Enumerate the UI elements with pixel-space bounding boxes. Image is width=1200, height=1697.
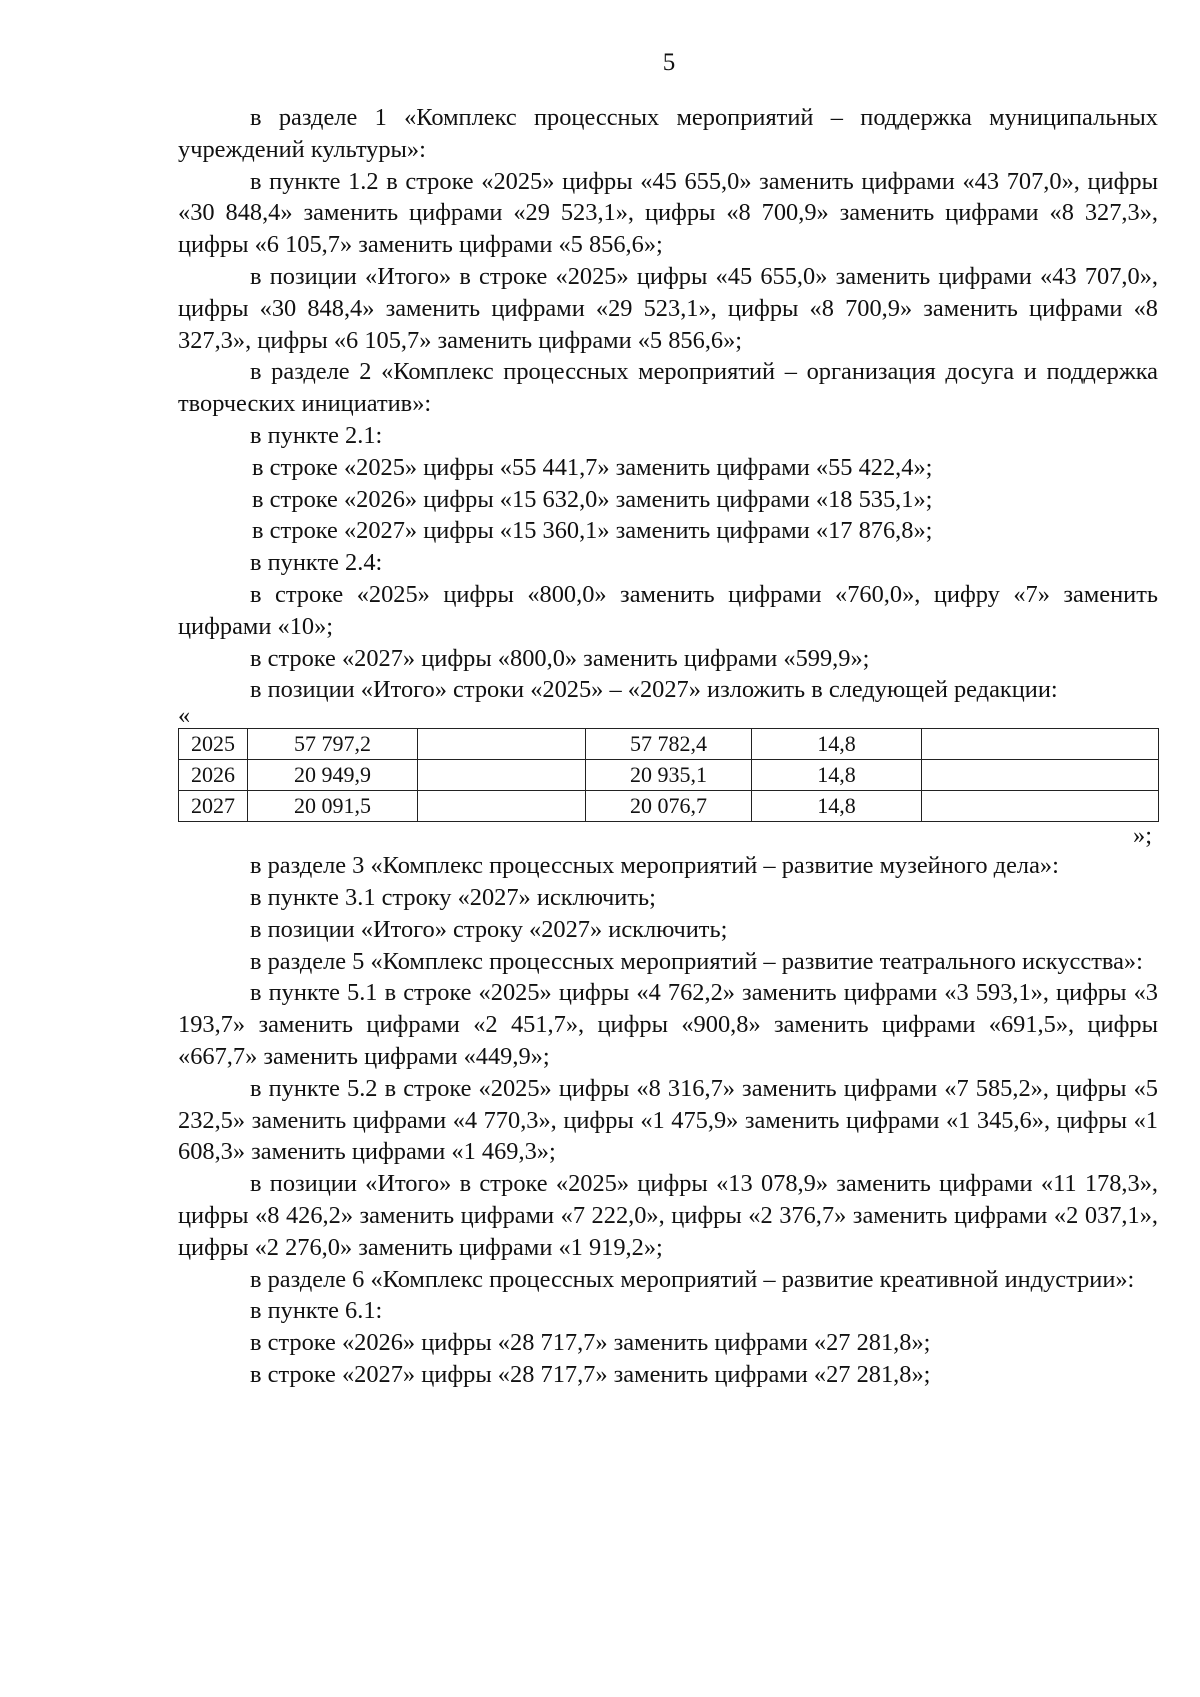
table-cell: 57 782,4 (586, 729, 752, 760)
paragraph: в строке «2025» цифры «800,0» заменить цифрами «760,0», цифру «7» заменить цифрами «10»; (178, 580, 1158, 640)
paragraph: в пункте 1.2 в строке «2025» цифры «45 655,0» заменить цифрами «43 707,0», цифры «30 848,4» заменить цифрами «29 523,1», цифры «8 700,9» заменить цифрами «8 327,3», цифры «6 105,7» заменить цифрами «5 856,6»; (178, 167, 1158, 259)
table-cell (418, 729, 586, 760)
paragraph: в строке «2027» цифры «15 360,1» заменить цифрами «17 876,8»; (252, 517, 933, 545)
table-row (179, 760, 1159, 791)
quote-open-mark: « (178, 702, 191, 730)
paragraph: в пункте 2.1: (250, 421, 383, 449)
itogo-table (178, 728, 1159, 822)
paragraph: в позиции «Итого» строки «2025» – «2027» изложить в следующей редакции: (250, 676, 1058, 704)
table-cell: 20 076,7 (586, 791, 752, 822)
paragraph: в строке «2026» цифры «15 632,0» заменить цифрами «18 535,1»; (252, 485, 933, 513)
paragraph: в разделе 5 «Комплекс процессных мероприятий – развитие театрального искусства»: (250, 947, 1143, 975)
paragraph: в строке «2026» цифры «28 717,7» заменить цифрами «27 281,8»; (250, 1329, 931, 1357)
paragraph: в пункте 6.1: (250, 1297, 383, 1325)
table-cell: 20 935,1 (586, 760, 752, 791)
table-cell: 14,8 (752, 760, 922, 791)
paragraph: в позиции «Итого» строку «2027» исключить; (250, 915, 728, 943)
paragraph: в строке «2027» цифры «800,0» заменить цифрами «599,9»; (250, 644, 870, 672)
paragraphs-after-table (178, 850, 1158, 1391)
table-cell: 14,8 (752, 729, 922, 760)
table-row (179, 729, 1159, 760)
paragraph: в строке «2025» цифры «55 441,7» заменить цифрами «55 422,4»; (252, 453, 933, 481)
table-cell (418, 791, 586, 822)
table-cell-year: 2027 (179, 791, 248, 822)
paragraph: в пункте 5.1 в строке «2025» цифры «4 762,2» заменить цифрами «3 593,1», цифры «3 193,7» заменить цифрами «2 451,7», цифры «900,8» заменить цифрами «691,5», цифры «667,7» заменить цифрами «449,9»; (178, 979, 1158, 1070)
paragraph: в разделе 2 «Комплекс процессных мероприятий – организация досуга и поддержка творческих инициатив»: (178, 358, 1158, 418)
paragraphs-before-table (178, 102, 1158, 706)
paragraph: в позиции «Итого» в строке «2025» цифры «13 078,9» заменить цифрами «11 178,3», цифры «8 426,2» заменить цифрами «7 222,0», цифры «2 376,7» заменить цифрами «2 037,1», цифры «2 276,0» заменить цифрами «1 919,2»; (178, 1170, 1158, 1261)
table-cell (922, 729, 1159, 760)
table-cell-year: 2026 (179, 760, 248, 791)
paragraph: в разделе 1 «Комплекс процессных мероприятий – поддержка муниципальных учреждений культуры»: (178, 104, 1158, 163)
table-cell: 57 797,2 (248, 729, 418, 760)
table-cell (922, 760, 1159, 791)
paragraph: в разделе 6 «Комплекс процессных мероприятий – развитие креативной индустрии»: (250, 1265, 1135, 1293)
table-row (179, 791, 1159, 822)
paragraph: в строке «2027» цифры «28 717,7» заменить цифрами «27 281,8»; (250, 1360, 931, 1388)
paragraph: в пункте 3.1 строку «2027» исключить; (250, 883, 656, 911)
itogo-table-body (179, 729, 1159, 822)
quote-close-mark: »; (1133, 822, 1152, 850)
paragraph: в пункте 2.4: (250, 549, 383, 577)
table-cell-year: 2025 (179, 729, 248, 760)
table-cell: 20 091,5 (248, 791, 418, 822)
table-cell: 14,8 (752, 791, 922, 822)
paragraph: в позиции «Итого» в строке «2025» цифры «45 655,0» заменить цифрами «43 707,0», цифры «30 848,4» заменить цифрами «29 523,1», цифры «8 700,9» заменить цифрами «8 327,3», цифры «6 105,7» заменить цифрами «5 856,6»; (178, 262, 1158, 354)
table-cell: 20 949,9 (248, 760, 418, 791)
table-cell (418, 760, 586, 791)
table-cell (922, 791, 1159, 822)
paragraph: в разделе 3 «Комплекс процессных мероприятий – развитие музейного дела»: (250, 852, 1059, 880)
document-body (178, 102, 1158, 1391)
paragraph: в пункте 5.2 в строке «2025» цифры «8 316,7» заменить цифрами «7 585,2», цифры «5 232,5» заменить цифрами «4 770,3», цифры «1 475,9» заменить цифрами «1 345,6», цифры «1 608,3» заменить цифрами «1 469,3»; (178, 1074, 1158, 1166)
page-number: 5 (662, 49, 676, 76)
